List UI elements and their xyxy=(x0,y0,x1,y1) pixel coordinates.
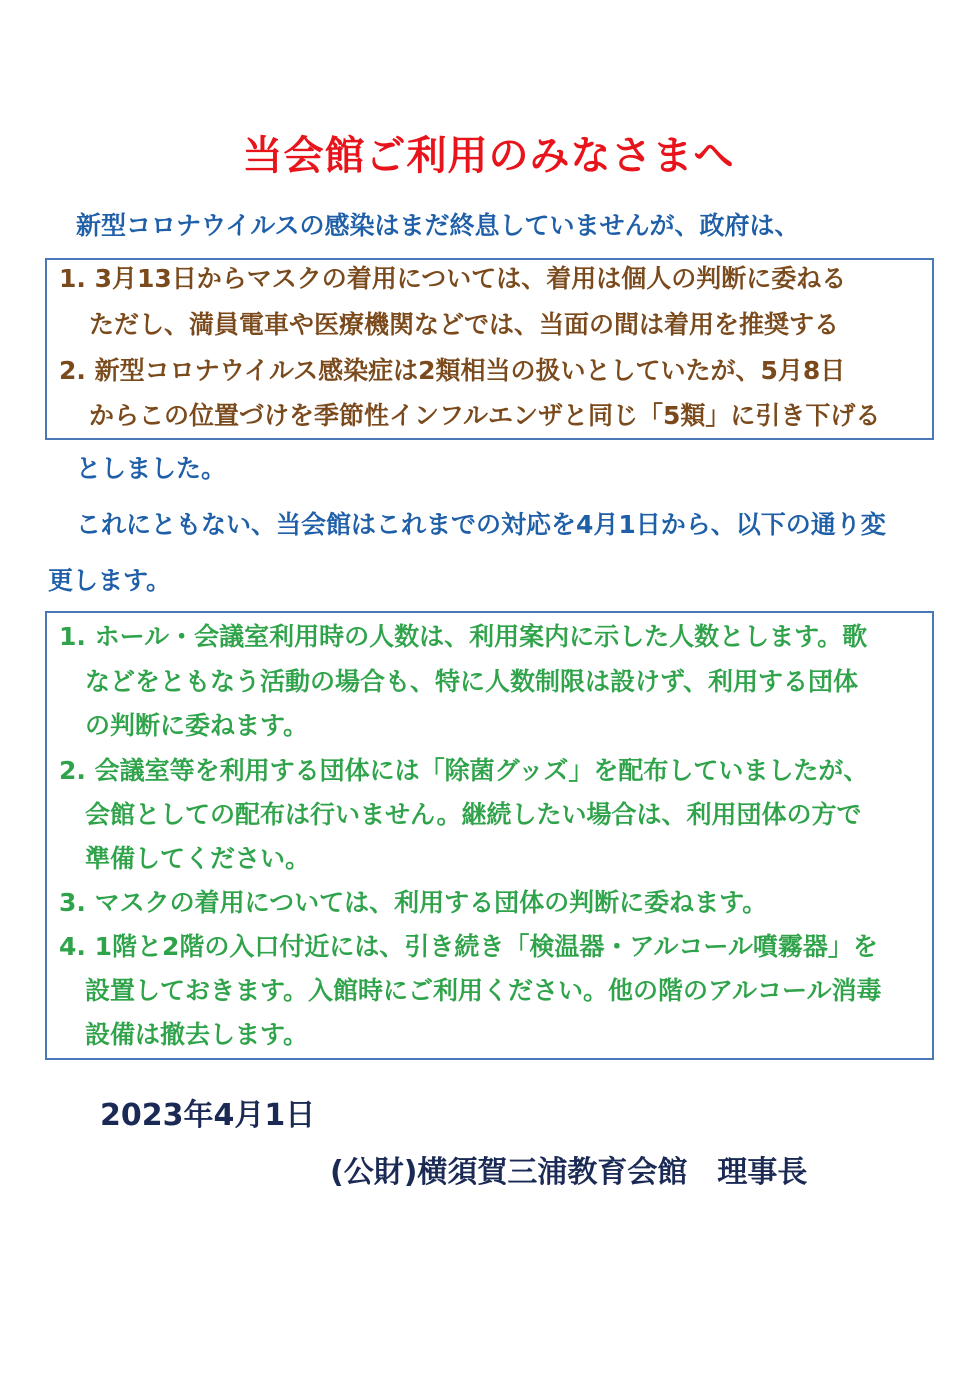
middle-line-3: 更します。 xyxy=(48,566,172,595)
change-item-2-line-2: 会館としての配布は行いません。継続したい場合は、利用団体の方で xyxy=(85,800,862,829)
notice-date: 2023年4月1日 xyxy=(100,1098,316,1133)
change-item-2-line-1: 2. 会議室等を利用する団体には「除菌グッズ」を配布していましたが、 xyxy=(59,756,869,785)
change-item-4-line-3: 設備は撤去します。 xyxy=(85,1020,309,1049)
page-title: 当会館ご利用のみなさまへ xyxy=(242,133,735,179)
government-item-1-line-1: 1. 3月13日からマスクの着用については、着用は個人の判断に委ねる xyxy=(59,264,847,293)
change-item-2-line-3: 準備してください。 xyxy=(85,844,311,873)
middle-line-2: これにともない、当会館はこれまでの対応を4月1日から、以下の通り変 xyxy=(76,510,886,539)
government-item-2-line-2: からこの位置づけを季節性インフルエンザと同じ「5類」に引き下げる xyxy=(89,401,881,430)
change-item-3-line-1: 3. マスクの着用については、利用する団体の判断に委ねます。 xyxy=(59,888,768,917)
middle-line-1: としました。 xyxy=(76,454,227,483)
change-item-1-line-2: などをともなう活動の場合も、特に人数制限は設けず、利用する団体 xyxy=(85,667,859,696)
change-item-1-line-3: の判断に委ねます。 xyxy=(85,711,309,740)
change-item-1-line-1: 1. ホール・会議室利用時の人数は、利用案内に示した人数とします。歌 xyxy=(59,622,868,651)
government-item-1-line-2: ただし、満員電車や医療機関などでは、当面の間は着用を推奨する xyxy=(89,310,840,339)
change-item-4-line-2: 設置しておきます。入館時にご利用ください。他の階のアルコール消毒 xyxy=(85,976,882,1005)
intro-line: 新型コロナウイルスの感染はまだ終息していませんが、政府は、 xyxy=(76,211,800,240)
government-item-2-line-1: 2. 新型コロナウイルス感染症は2類相当の扱いとしていたが、5月8日 xyxy=(59,356,846,385)
changes-box xyxy=(45,611,934,1060)
change-item-4-line-1: 4. 1階と2階の入口付近には、引き続き「検温器・アルコール噴霧器」を xyxy=(59,932,878,961)
signature: (公財)横須賀三浦教育会館 理事長 xyxy=(330,1155,808,1190)
government-policy-box xyxy=(45,258,934,440)
